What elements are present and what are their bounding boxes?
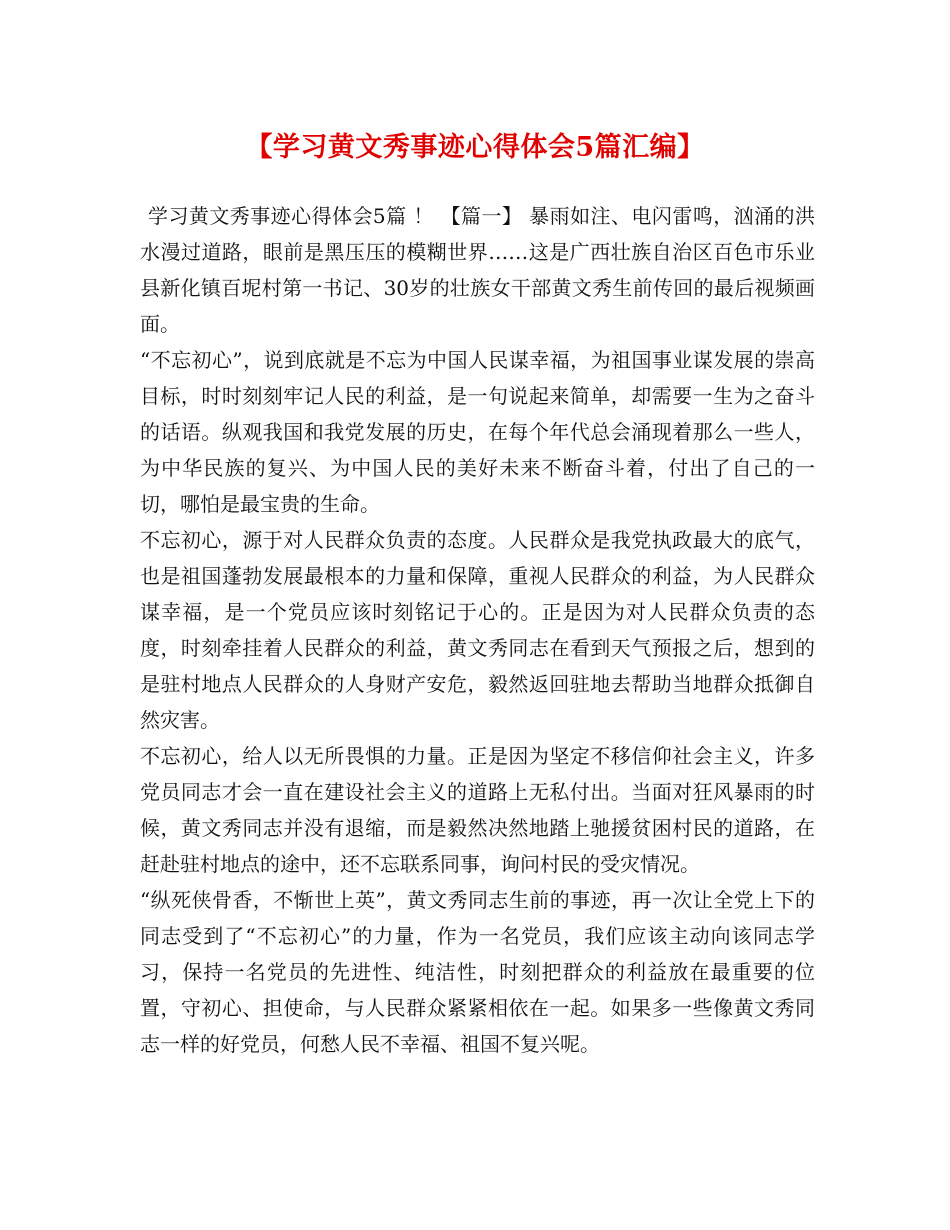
paragraph-3: 不忘初心，源于对人民群众负责的态度。人民群众是我党执政最大的底气，也是祖国蓬勃发展最根本的力量和保障，重视人民群众的利益，为人民群众谋幸福，是一个党员应该时刻铭记于心的。正是因为对人民群众负责的态度，时刻牵挂着人民群众的利益，黄文秀同志在看到天气预报之后，想到的是驻村地点人民群众的人身财产安危，毅然返回驻地去帮助当地群众抵御自然灾害。 bbox=[140, 528, 815, 732]
document-title: 【学习黄文秀事迹心得体会5篇汇编】 bbox=[245, 132, 705, 163]
document-body bbox=[140, 198, 815, 1062]
paragraph-4: 不忘初心，给人以无所畏惧的力量。正是因为坚定不移信仰社会主义，许多党员同志才会一直在建设社会主义的道路上无私付出。当面对狂风暴雨的时候，黄文秀同志并没有退缩，而是毅然决然地踏上驰援贫困村民的道路，在赶赴驻村地点的途中，还不忘联系同事，询问村民的受灾情况。 bbox=[140, 744, 815, 876]
paragraph-1: 学习黄文秀事迹心得体会5篇 ！ 【篇一】 暴雨如注、电闪雷鸣，汹涌的洪水漫过道路，眼前是黑压压的模糊世界……这是广西壮族自治区百色市乐业县新化镇百坭村第一书记、30岁的壮族女干部黄文秀生前传回的最后视频画面。 bbox=[140, 204, 815, 336]
paragraph-2: “不忘初心”，说到底就是不忘为中国人民谋幸福，为祖国事业谋发展的崇高目标，时时刻刻牢记人民的利益，是一句说起来简单，却需要一生为之奋斗的话语。纵观我国和我党发展的历史，在每个年代总会涌现着那么一些人，为中华民族的复兴、为中国人民的美好未来不断奋斗着，付出了自己的一切，哪怕是最宝贵的生命。 bbox=[140, 348, 815, 516]
paragraph-5: “纵死侠骨香，不惭世上英”，黄文秀同志生前的事迹，再一次让全党上下的同志受到了“不忘初心”的力量，作为一名党员，我们应该主动向该同志学习，保持一名党员的先进性、纯洁性，时刻把群众的利益放在最重要的位置，守初心、担使命，与人民群众紧紧相依在一起。如果多一些像黄文秀同志一样的好党员，何愁人民不幸福、祖国不复兴呢。 bbox=[140, 888, 815, 1056]
